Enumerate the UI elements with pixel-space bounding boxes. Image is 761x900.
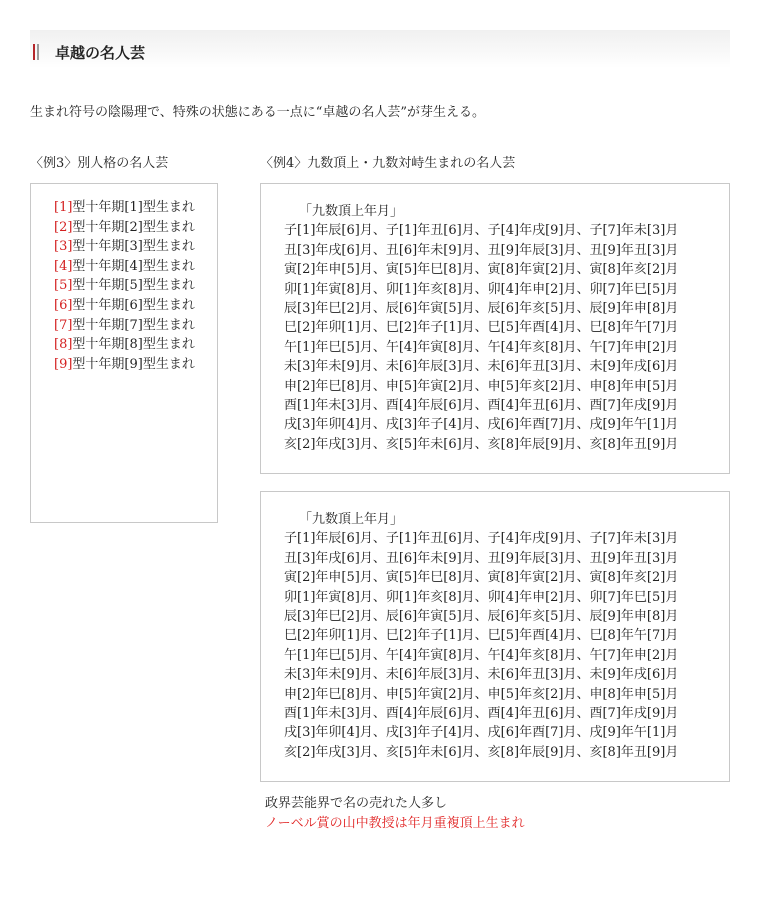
box-heading: 「九数頂上年月」 (299, 512, 404, 527)
list-item: [2]型十年期[2]型生まれ (54, 219, 195, 235)
table-row: 午[1]年巳[5]月、午[4]年寅[8]月、午[4]年亥[8]月、午[7]年申[2]月 (284, 647, 679, 663)
table-row: 未[3]年未[9]月、未[6]年辰[3]月、未[6]年丑[3]月、未[9]年戌[6]月 (284, 359, 679, 375)
box-heading: 「九数頂上年月」 (299, 204, 404, 219)
list-item: [9]型十年期[9]型生まれ (54, 356, 195, 372)
table-row: 未[3]年未[9]月、未[6]年辰[3]月、未[6]年丑[3]月、未[9]年戌[6]月 (284, 667, 679, 683)
example4-box-1-content (284, 202, 679, 454)
table-row: 卯[1]年寅[8]月、卯[1]年亥[8]月、卯[4]年申[2]月、卯[7]年巳[5]月 (284, 281, 679, 297)
box-rows (284, 529, 679, 762)
note-text: 政界芸能界で名の売れた人多し (265, 796, 448, 811)
section-header (30, 30, 730, 68)
list-item: [7]型十年期[7]型生まれ (54, 317, 195, 333)
list-item: [1]型十年期[1]型生まれ (54, 200, 195, 215)
example4-box-2 (260, 491, 730, 782)
table-row: 酉[1]年未[3]月、酉[4]年辰[6]月、酉[4]年丑[6]月、酉[7]年戌[9]月 (284, 398, 679, 414)
table-row: 子[1]年辰[6]月、子[1]年丑[6]月、子[4]年戌[9]月、子[7]年未[3]月 (284, 531, 679, 547)
table-row: 申[2]年巳[8]月、申[5]年寅[2]月、申[5]年亥[2]月、申[8]年申[5]月 (284, 686, 679, 702)
example3-box (30, 183, 218, 523)
table-row: 辰[3]年巳[2]月、辰[6]年寅[5]月、辰[6]年亥[5]月、辰[9]年申[8]月 (284, 609, 679, 625)
table-row: 寅[2]年申[5]月、寅[5]年巳[8]月、寅[8]年寅[2]月、寅[8]年亥[2]月 (284, 262, 679, 278)
list-item: [6]型十年期[6]型生まれ (54, 297, 195, 313)
box-rows (284, 221, 679, 454)
table-row: 子[1]年辰[6]月、子[1]年丑[6]月、子[4]年戌[9]月、子[7]年未[3]月 (284, 223, 679, 239)
list-item: [8]型十年期[8]型生まれ (54, 337, 195, 353)
table-row: 丑[3]年戌[6]月、丑[6]年未[9]月、丑[9]年辰[3]月、丑[9]年丑[3]月 (284, 242, 679, 258)
table-row: 亥[2]年戌[3]月、亥[5]年未[6]月、亥[8]年辰[9]月、亥[8]年丑[9]月 (284, 436, 679, 452)
example4-box-1 (260, 183, 730, 474)
table-row: 寅[2]年申[5]月、寅[5]年巳[8]月、寅[8]年寅[2]月、寅[8]年亥[2]月 (284, 570, 679, 586)
table-row: 亥[2]年戌[3]月、亥[5]年未[6]月、亥[8]年辰[9]月、亥[8]年丑[9]月 (284, 744, 679, 760)
example3-list (54, 198, 195, 374)
intro-text: 生まれ符号の陰陽理で、特殊の状態にある一点に“卓越の名人芸”が芽生える。 (30, 105, 486, 120)
table-row: 午[1]年巳[5]月、午[4]年寅[8]月、午[4]年亥[8]月、午[7]年申[2]月 (284, 339, 679, 355)
table-row: 戌[3]年卯[4]月、戌[3]年子[4]月、戌[6]年酉[7]月、戌[9]年午[1]月 (284, 725, 679, 741)
table-row: 戌[3]年卯[4]月、戌[3]年子[4]月、戌[6]年酉[7]月、戌[9]年午[1]月 (284, 417, 679, 433)
note-highlight-text: ノーベル賞の山中教授は年月重複頂上生まれ (265, 816, 525, 831)
table-row: 卯[1]年寅[8]月、卯[1]年亥[8]月、卯[4]年申[2]月、卯[7]年巳[5]月 (284, 589, 679, 605)
example4-label: 〈例4〉九数頂上・九数対峙生まれの名人芸 (260, 156, 516, 171)
table-row: 巳[2]年卯[1]月、巳[2]年子[1]月、巳[5]年酉[4]月、巳[8]年午[7]月 (284, 320, 679, 336)
list-item: [5]型十年期[5]型生まれ (54, 278, 195, 294)
table-row: 辰[3]年巳[2]月、辰[6]年寅[5]月、辰[6]年亥[5]月、辰[9]年申[8]月 (284, 301, 679, 317)
list-item: [3]型十年期[3]型生まれ (54, 239, 195, 255)
example3-label: 〈例3〉別人格の名人芸 (30, 156, 169, 171)
page-title: 卓越の名人芸 (55, 44, 146, 62)
list-item: [4]型十年期[4]型生まれ (54, 258, 195, 274)
table-row: 申[2]年巳[8]月、申[5]年寅[2]月、申[5]年亥[2]月、申[8]年申[5]月 (284, 378, 679, 394)
header-bars-icon (33, 44, 40, 60)
table-row: 酉[1]年未[3]月、酉[4]年辰[6]月、酉[4]年丑[6]月、酉[7]年戌[9]月 (284, 706, 679, 722)
example4-box-2-content (284, 510, 679, 762)
table-row: 巳[2]年卯[1]月、巳[2]年子[1]月、巳[5]年酉[4]月、巳[8]年午[7]月 (284, 628, 679, 644)
table-row: 丑[3]年戌[6]月、丑[6]年未[9]月、丑[9]年辰[3]月、丑[9]年丑[3]月 (284, 550, 679, 566)
